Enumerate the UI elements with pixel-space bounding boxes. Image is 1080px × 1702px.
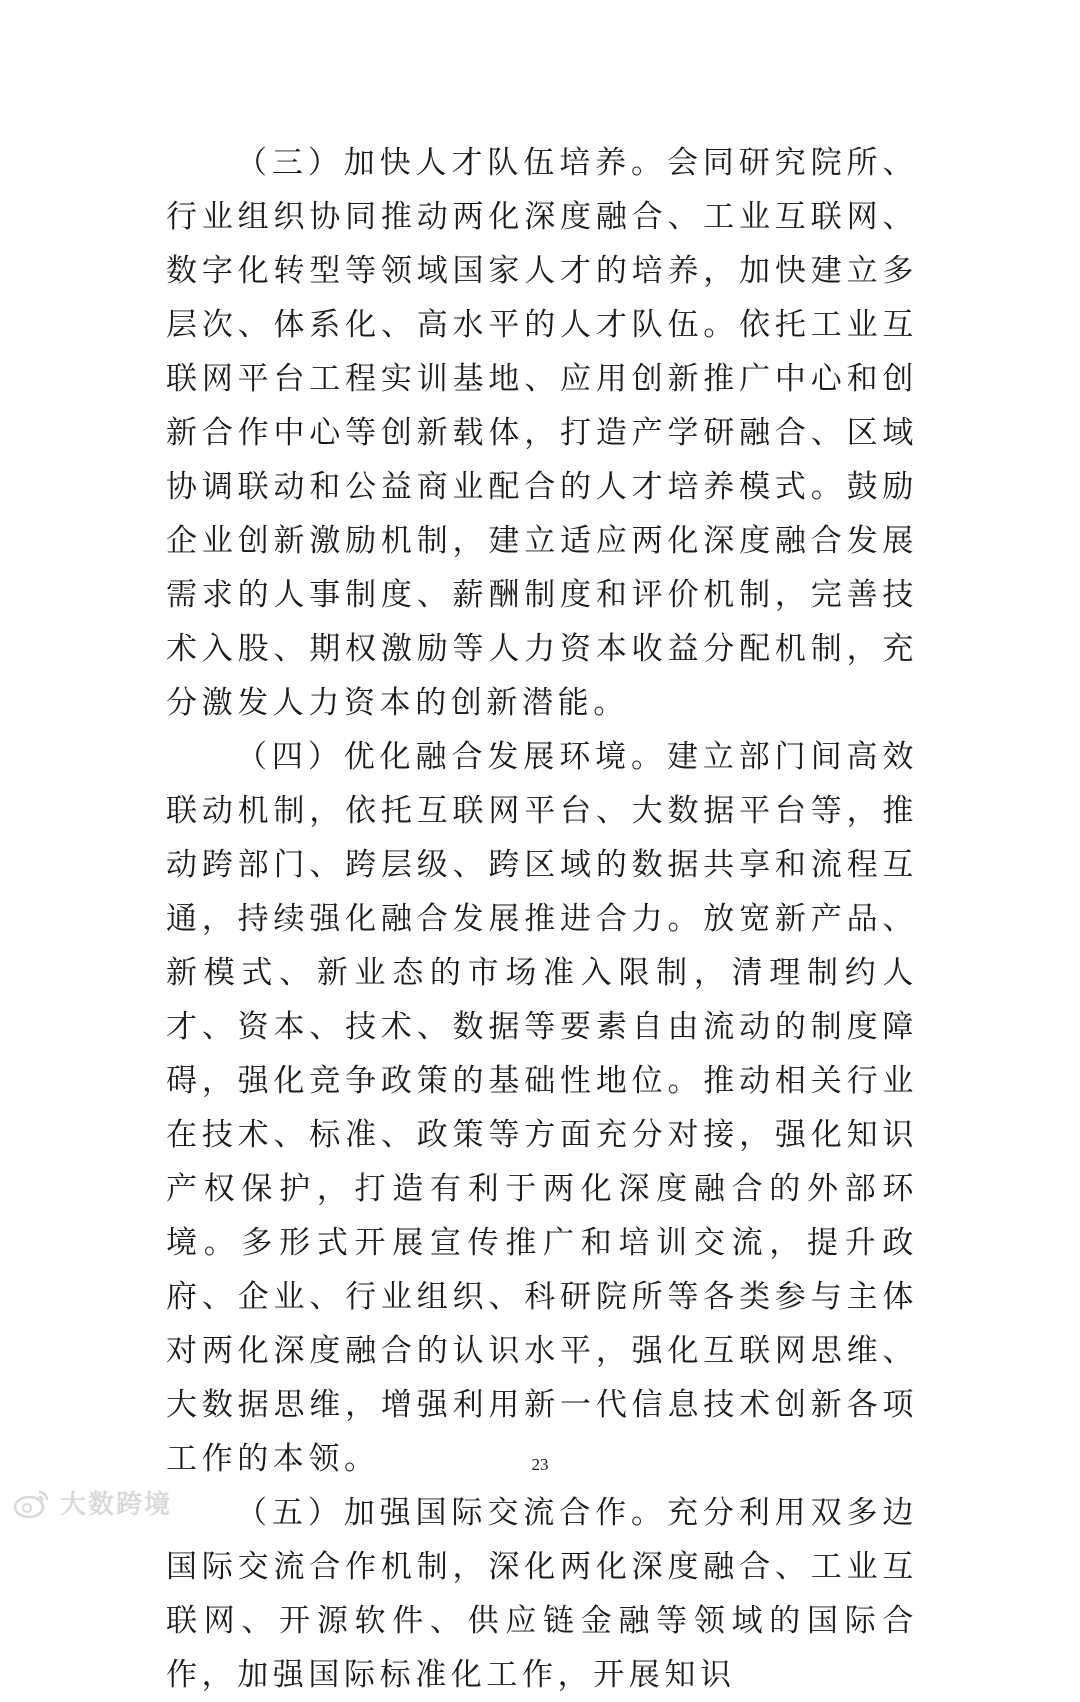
paragraph-heading: （三）加快人才队伍培养。 [236, 145, 667, 181]
watermark [12, 1484, 172, 1521]
watermark-text: 大数跨境 [60, 1490, 173, 1520]
paragraph-international [166, 1486, 918, 1702]
paragraph-text: 充分利用双多边国际交流合作机制，深化两化深度融合、工业互联网、开源软件、供应链金融等领域的国际合作，加强国际标准化工作，开展知识 [166, 1495, 919, 1693]
paragraph-heading: （四）优化融合发展环境。 [236, 739, 667, 775]
weibo-logo-icon [12, 1487, 52, 1519]
paragraph-text: 建立部门间高效联动机制，依托互联网平台、大数据平台等，推动跨部门、跨层级、跨区域的数据共享和流程互通，持续强化融合发展推进合力。放宽新产品、新模式、新业态的市场准入限制，清理制约人才、资本、技术、数据等要素自由流动的制度障碍，强化竞争政策的基础性地位。推动相关行业在技术、标准、政策等方面充分对接，强化知识产权保护，打造有利于两化深度融合的外部环境。多形式开展宣传推广和培训交流，提升政府、企业、行业组织、科研院所等各类参与主体对两化深度融合的认识水平，强化互联网思维、大数据思维，增强利用新一代信息技术创新各项工作的本领。 [166, 739, 919, 1477]
paragraph-environment [166, 730, 918, 1486]
page-number: 23 [531, 1455, 549, 1474]
paragraph-heading: （五）加强国际交流合作。 [236, 1495, 667, 1531]
paragraph-text: 会同研究院所、行业组织协同推动两化深度融合、工业互联网、数字化转型等领域国家人才的培养，加快建立多层次、体系化、高水平的人才队伍。依托工业互联网平台工程实训基地、应用创新推广中心和创新合作中心等创新载体，打造产学研融合、区域协调联动和公益商业配合的人才培养模式。鼓励企业创新激励机制，建立适应两化深度融合发展需求的人事制度、薪酬制度和评价机制，完善技术入股、期权激励等人力资本收益分配机制，充分激发人力资本的创新潜能。 [166, 145, 919, 721]
paragraph-talent-cultivation [166, 136, 918, 730]
